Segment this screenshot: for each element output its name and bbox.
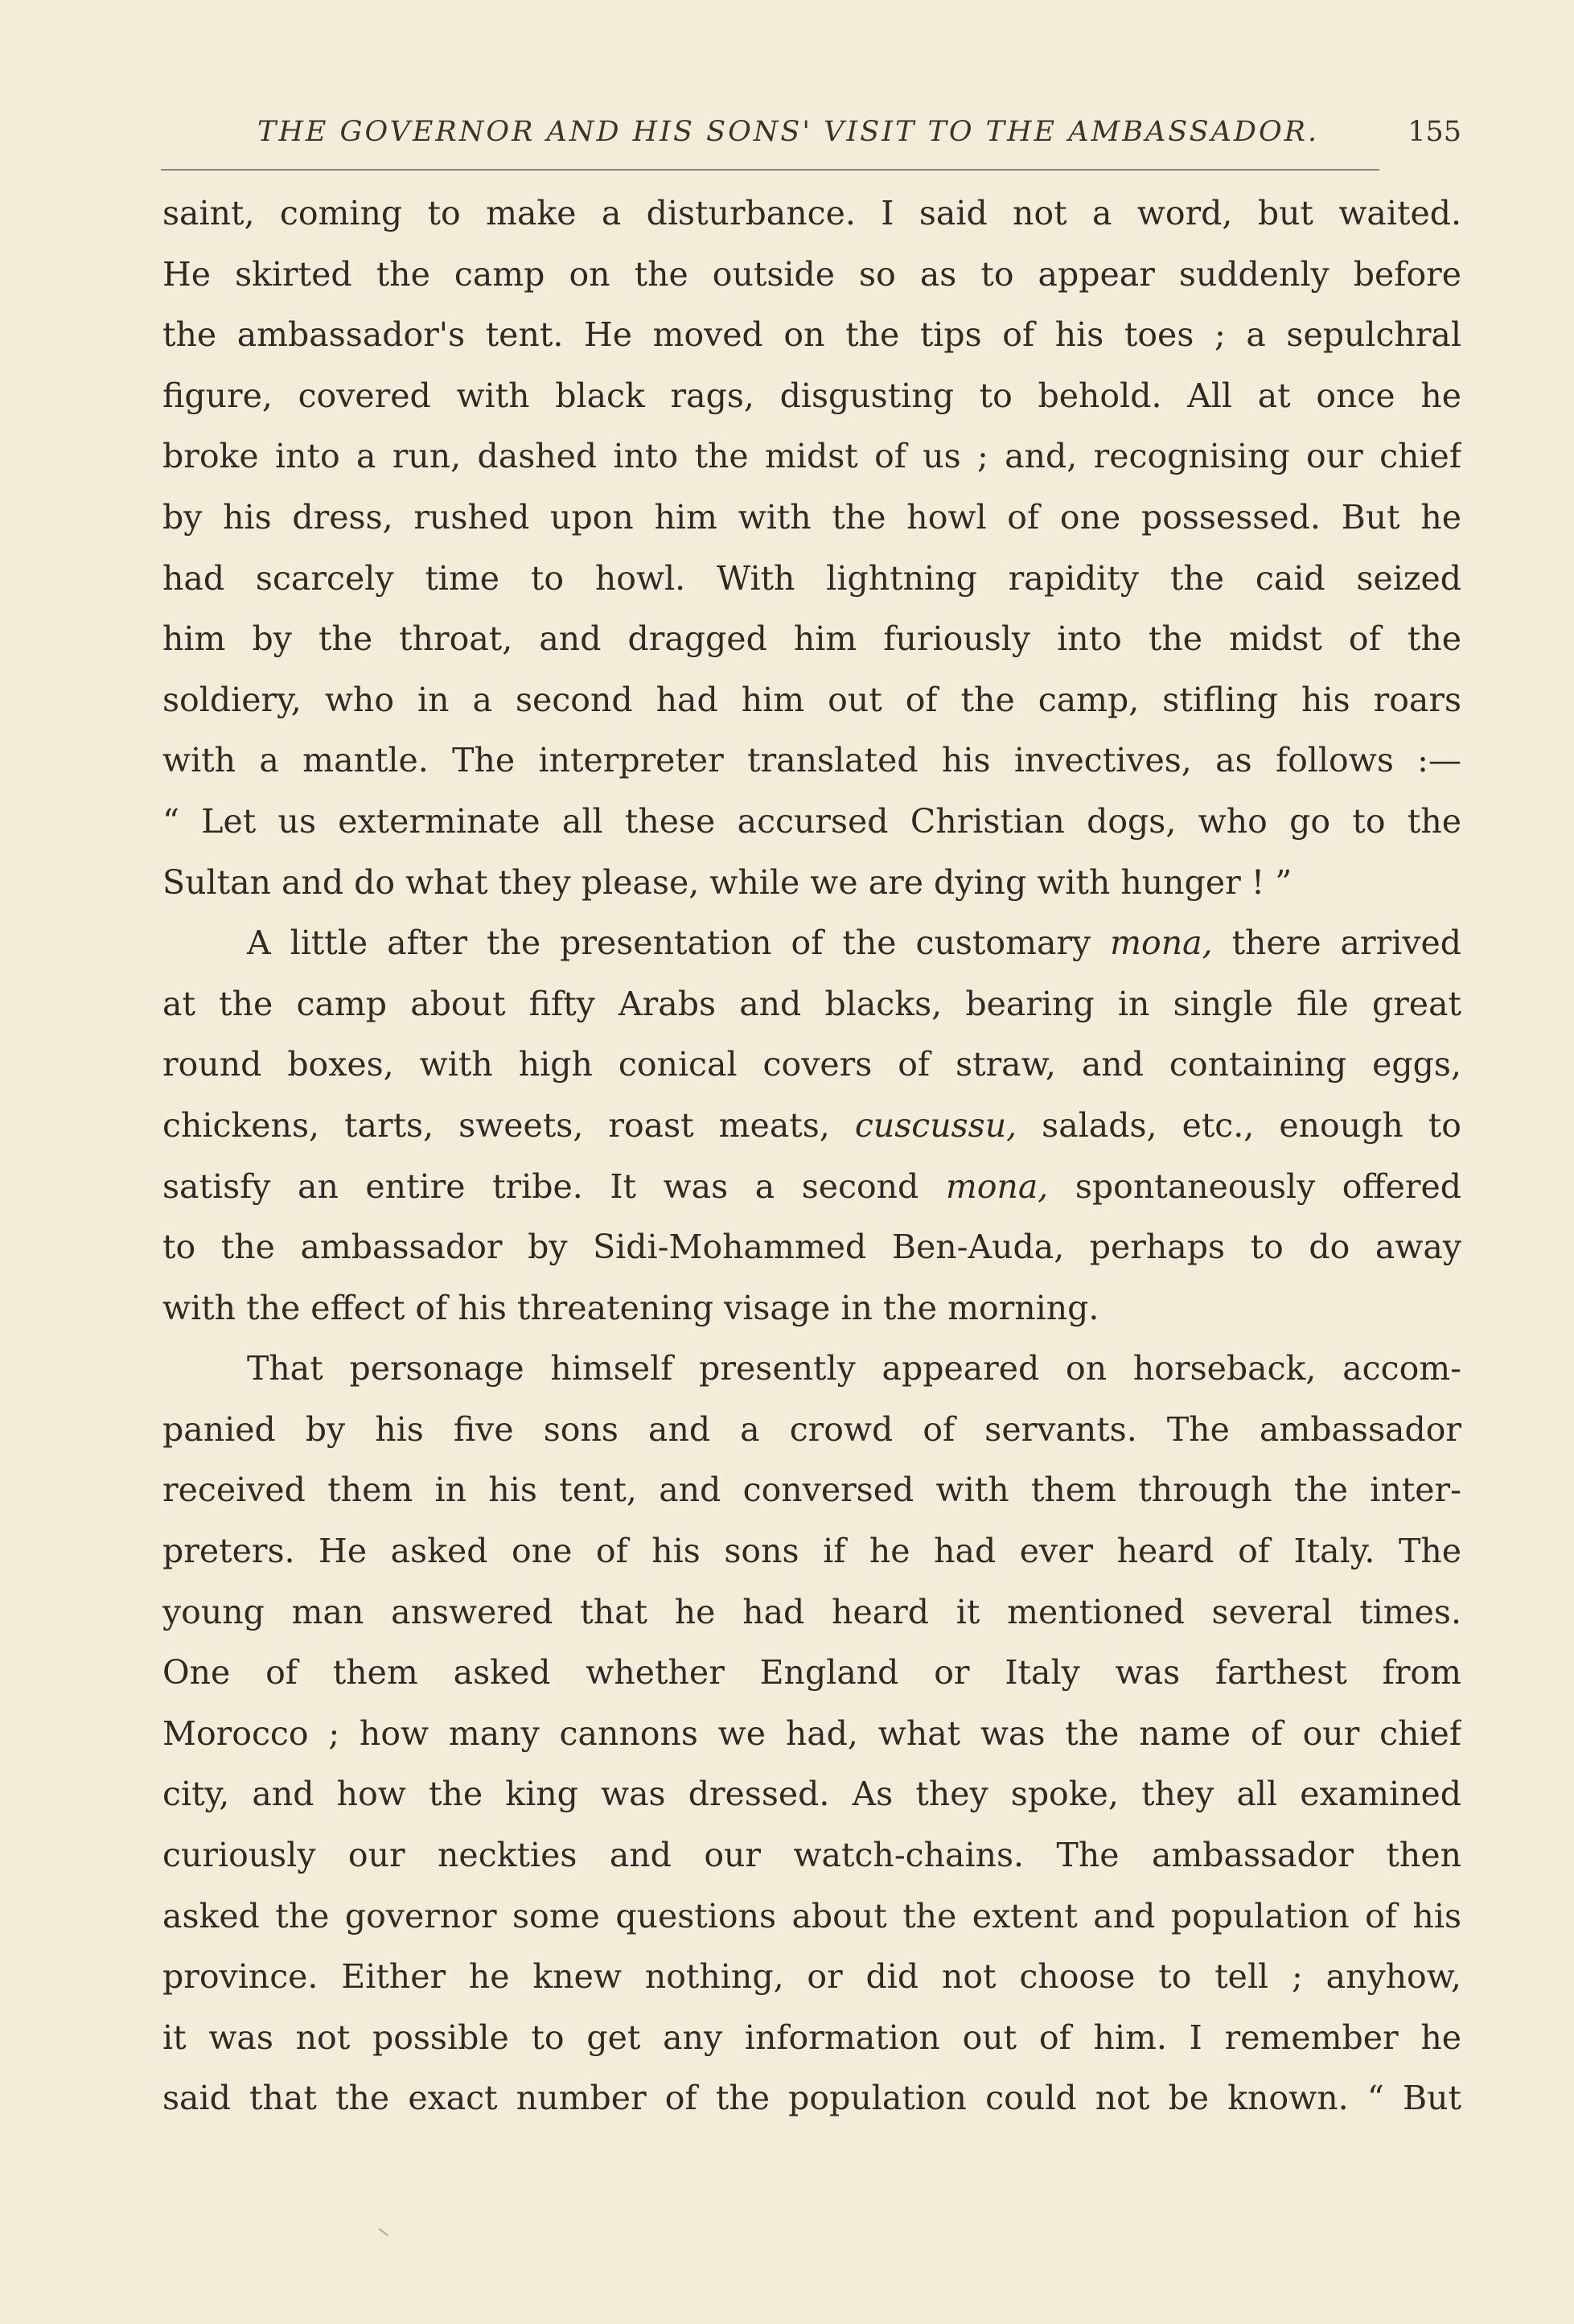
italic-word: cuscussu, bbox=[854, 1105, 1017, 1145]
running-title: THE GOVERNOR AND HIS SONS' VISIT TO THE AMBASSADOR. bbox=[257, 116, 1320, 148]
text-line: Morocco ; how many cannons we had, what was the name of our chief bbox=[162, 1713, 1461, 1753]
text-line: with a mantle. The interpreter translated his invectives, as follows :— bbox=[162, 741, 1461, 780]
header-rule bbox=[161, 169, 1379, 171]
text-line: broke into a run, dashed into the midst of us ; and, recognising our chief bbox=[162, 437, 1461, 476]
text-span: there arrived bbox=[1231, 923, 1461, 963]
text-line: with the effect of his threatening visage in the morning. bbox=[162, 1288, 1099, 1327]
text-line: figure, covered with black rags, disgusting to behold. All at once he bbox=[162, 376, 1461, 415]
text-line: by his dress, rushed upon him with the howl of one possessed. But he bbox=[162, 497, 1461, 537]
text-span: satisfy an entire tribe. It was a second bbox=[162, 1166, 919, 1206]
text-line: had scarcely time to howl. With lightning rapidity the caid seized bbox=[162, 558, 1461, 598]
text-line: at the camp about fifty Arabs and blacks, bearing in single file great bbox=[162, 984, 1461, 1023]
text-line: asked the governor some questions about the extent and population of his bbox=[162, 1896, 1461, 1935]
text-line: “ Let us exterminate all these accursed Christian dogs, who go to the bbox=[162, 801, 1461, 841]
text-line: the ambassador's tent. He moved on the tips of his toes ; a sepulchral bbox=[162, 315, 1461, 355]
text-line: it was not possible to get any information out of him. I remember he bbox=[162, 2018, 1461, 2057]
printer-mark bbox=[379, 2228, 388, 2236]
text-line bbox=[162, 913, 1461, 974]
text-span: spontaneously offered bbox=[1075, 1166, 1461, 1206]
text-line: to the ambassador by Sidi-Mohammed Ben-Auda, perhaps to do away bbox=[162, 1228, 1461, 1267]
text-line: He skirted the camp on the outside so as to appear suddenly before bbox=[162, 254, 1461, 294]
text-line: round boxes, with high conical covers of straw, and containing eggs, bbox=[162, 1045, 1461, 1084]
text-span: salads, etc., enough to bbox=[1042, 1105, 1461, 1145]
text-line: curiously our neckties and our watch-chains. The ambassador then bbox=[162, 1836, 1461, 1875]
italic-word: mona, bbox=[945, 1166, 1049, 1206]
text-line bbox=[162, 1096, 1461, 1157]
text-line: said that the exact number of the population could not be known. “ But bbox=[162, 2079, 1461, 2118]
italic-word: mona, bbox=[1110, 923, 1213, 963]
text-line: young man answered that he had heard it mentioned several times. bbox=[162, 1592, 1461, 1631]
running-head bbox=[161, 111, 1461, 159]
text-span: A little after the presentation of the customary bbox=[247, 923, 1091, 963]
text-line: preters. He asked one of his sons if he had ever heard of Italy. The bbox=[162, 1532, 1461, 1571]
body-text bbox=[162, 183, 1461, 2129]
text-line: One of them asked whether England or Italy was farthest from bbox=[162, 1653, 1461, 1693]
text-line: received them in his tent, and conversed with them through the inter- bbox=[162, 1470, 1461, 1510]
text-line: soldiery, who in a second had him out of the camp, stifling his roars bbox=[162, 680, 1461, 719]
text-line: province. Either he knew nothing, or did not choose to tell ; anyhow, bbox=[162, 1957, 1461, 1997]
text-span: chickens, tarts, sweets, roast meats, bbox=[162, 1105, 830, 1145]
text-line: saint, coming to make a disturbance. I said not a word, but waited. bbox=[162, 194, 1461, 232]
text-line: panied by his five sons and a crowd of servants. The ambassador bbox=[162, 1409, 1461, 1449]
text-line bbox=[162, 1157, 1461, 1218]
text-line: him by the throat, and dragged him furiously into the midst of the bbox=[162, 619, 1461, 659]
page-number: 155 bbox=[1408, 116, 1461, 148]
text-line: That personage himself presently appeared on horseback, accom- bbox=[247, 1349, 1461, 1388]
text-line: city, and how the king was dressed. As they spoke, they all examined bbox=[162, 1775, 1461, 1814]
text-line: Sultan and do what they please, while we are dying with hunger ! ” bbox=[162, 862, 1292, 902]
